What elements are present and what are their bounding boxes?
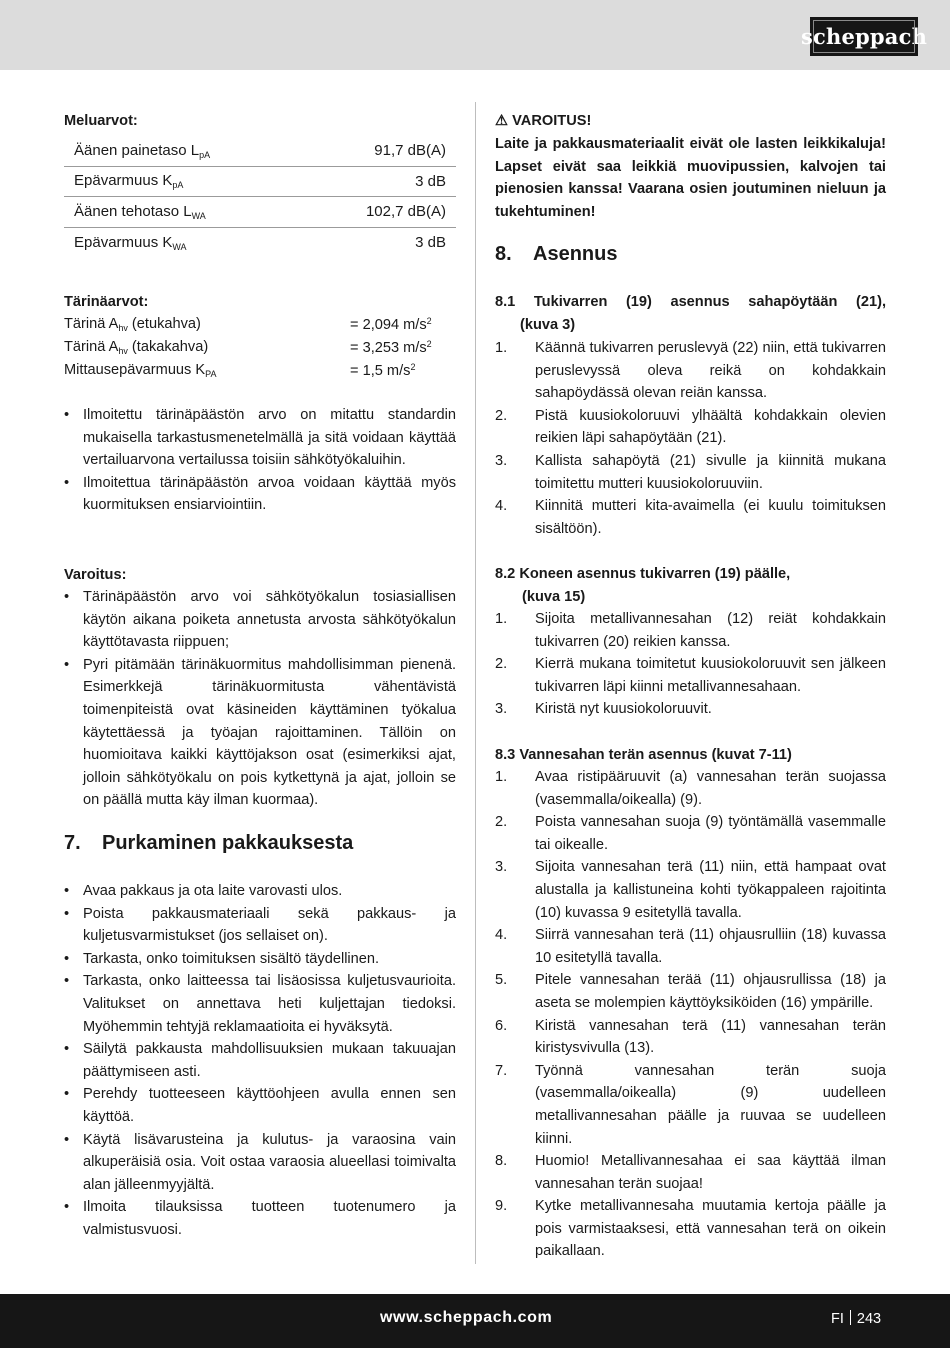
list-item [495,337,886,405]
step-number: 6. [495,1017,508,1034]
list-item: • Tarkasta, onko laitteessa tai lisäosissa kuljetusvaurioita. Valitukset on annettava heti kuljettajan tiedoksi. Myöhemmin tehtyjä reklamaatioita ei hyväksytä. [64,970,456,1038]
list-item: • Säilytä pakkausta mahdollisuuksien mukaan takuuajan päättymiseen asti. [64,1038,456,1083]
section-title-text: Asennus [533,243,618,265]
warning-list [64,586,456,812]
vibration-sup: 2 [410,361,416,372]
list-item: • Perehdy tuotteeseen käyttöohjeen avulla ennen sen käyttöä. [64,1083,456,1128]
step-number: 7. [495,1062,508,1079]
vibration-row [64,359,456,382]
noise-sub: WA [172,241,187,252]
step-text: Avaa ristipääruuvit (a) vannesahan terän suojassa (vasemmalla/oikealla) (9). [535,769,886,808]
list-item [495,856,886,924]
step-text: Pistä kuusiokoloruuvi ylhäältä kohdakkain olevien reikien läpi sahapöytään (21). [535,407,886,447]
page-number-value: 243 [856,1311,882,1327]
noise-value: 91,7 dB(A) [374,142,446,160]
step-text: Kiinnitä mutteri kita-avaimella (ei kuulu toimituksen sisältöön). [535,498,886,537]
noise-row [64,228,456,259]
step-number: 4. [495,927,508,944]
list-item [495,608,886,653]
vibration-label-suffix: (takakahva) [127,338,209,355]
list-item: • Ilmoita tilauksissa tuotteen tuotenumero ja valmistusvuosi. [64,1196,456,1241]
step-text: Kiristä vannesahan terä (11) vannesahan terän kiristysvivulla (13). [535,1017,886,1057]
separator [850,1310,851,1325]
vibration-label: Tärinä A [64,338,119,355]
vibration-heading: Tärinäarvot: [64,294,149,310]
list-item: • Ilmoitettu tärinäpäästön arvo on mitattu standardin mukaisella tarkastusmenetelmällä ja sitä voidaan käyttää vertailuarvona vertailussa toisiin sähkötyökaluihin. [64,404,456,472]
language-code: FI [831,1311,844,1327]
list-item: • Tärinäpäästön arvo voi sähkötyökalun tosiasiallisen käytön aikana poiketa annetusta arvosta sähkötyökalun käyttötavasta riippuen; [64,586,456,654]
noise-heading: Meluarvot: [64,113,138,129]
step-number: 8. [495,1153,508,1170]
list-item: • Tarkasta, onko toimituksen sisältö täydellinen. [64,948,456,971]
step-number: 1. [495,340,508,356]
vibration-row [64,313,456,336]
warning-triangle-icon: ⚠ [495,113,509,129]
page-number [831,1310,881,1327]
subsection-8-3-heading: 8.3 Vannesahan terän asennus (kuvat 7-11) [495,747,792,763]
vibration-label-suffix: (etukahva) [127,315,201,332]
noise-sub: pA [172,180,184,191]
step-number: 3. [495,859,508,876]
header-bar [0,0,950,70]
step-text: Poista vannesahan suoja (9) työntämällä vasemmalle tai oikealle. [535,814,886,853]
list-item [495,766,886,811]
list-item: • Poista pakkausmateriaali sekä pakkaus- ja kuljetusvarmistukset (jos sellaiset on). [64,903,456,948]
section-number: 7. [64,832,81,854]
list-item [495,1015,886,1060]
vibration-sub: hv [118,345,128,356]
noise-sub: WA [191,210,206,221]
vibration-label: Tärinä A [64,315,119,332]
subsection-8-2-heading: 8.2 Koneen asennus tukivarren (19) päälle, [495,566,791,582]
step-number: 2. [495,814,508,831]
list-item: • Ilmoitettua tärinäpäästön arvoa voidaan käyttää myös kuormituksen ensiarviointiin. [64,472,456,517]
noise-label: Epävarmuus K [74,233,173,251]
step-number: 4. [495,498,508,515]
noise-label: Epävarmuus K [74,172,173,190]
subsection-8-3-steps [495,766,886,1263]
list-item [495,811,886,856]
list-item [495,495,886,540]
list-item [495,1060,886,1150]
step-text: Siirrä vannesahan terä (11) ohjausrulliin (18) kuvassa 10 esitetyllä tavalla. [535,927,886,966]
noise-label: Äänen painetaso L [74,141,200,159]
step-text: Kytke metallivannesaha muutamia kertoja päälle ja pois varmistaaksesi, että vannesahan terä on oikein paikallaan. [535,1198,886,1260]
list-item [495,1195,886,1263]
noise-label: Äänen tehotaso L [74,202,192,220]
subsection-8-1-heading: 8.1 Tukivarren (19) asennus sahapöytään (21), [495,294,886,310]
noise-value: 3 dB [415,172,446,190]
list-item [495,1150,886,1195]
step-text: Käännä tukivarren peruslevyä (22) niin, että tukivarren peruslevyssä oleva reikä on kohdakkain sahapöydässä olevan reiän kanssa. [535,340,886,402]
vibration-sup: 2 [426,315,432,326]
step-number: 2. [495,656,508,673]
warning-heading: Varoitus: [64,567,127,583]
step-text: Huomio! Metallivannesahaa ei saa käyttää ilman vannesahan terän suojaa! [535,1153,886,1192]
noise-value: 3 dB [415,234,446,252]
footer-bar [0,1294,950,1348]
subsection-8-2-ref: (kuva 15) [522,589,586,605]
step-number: 9. [495,1198,508,1215]
step-text: Kallista sahapöytä (21) sivulle ja kiinnitä mukana toimitettu mutteri kuusiokoloruuviin. [535,452,886,492]
vibration-label: Mittausepävarmuus K [64,361,206,378]
step-text: Kierrä mukana toimitetut kuusiokoloruuvit sen jälkeen tukivarren läpi kiinni metallivannesahaan. [535,656,886,695]
step-number: 1. [495,611,508,627]
list-item [495,924,886,969]
noise-row [64,197,456,228]
warning-title: VAROITUS! [512,113,592,129]
section-number: 8. [495,243,512,265]
section-title-text: Purkaminen pakkauksesta [102,832,354,854]
vibration-value: = 2,094 m/s [350,316,427,333]
brand-logo: scheppach [810,17,918,56]
vibration-sub: hv [118,322,128,333]
list-item [495,405,886,450]
vibration-notes [64,404,456,517]
step-text: Pitele vannesahan terää (11) ohjausrullissa (18) ja aseta se molempien käyttöyksiköiden (16) ympärille. [535,972,886,1011]
warning-text: Laite ja pakkausmateriaalit eivät ole lasten leikkikaluja! Lapset eivät saa leikkiä muovipussien, kalvojen tai pienosien kanssa! Vaarana osien joutuminen nieluun ja tukehtuminen! [495,136,886,220]
section-8-title [495,243,617,266]
noise-table [64,136,456,258]
step-number: 2. [495,407,508,424]
column-divider [475,102,476,1264]
subsection-8-2-steps [495,608,886,721]
step-number: 1. [495,769,508,785]
vibration-value: = 1,5 m/s [350,362,411,379]
list-item: • Avaa pakkaus ja ota laite varovasti ulos. [64,880,456,903]
step-number: 3. [495,701,508,718]
noise-row [64,136,456,167]
vibration-value: = 3,253 m/s [350,339,427,356]
noise-value: 102,7 dB(A) [365,203,446,221]
section-7-title [64,832,353,855]
list-item [495,969,886,1014]
list-item [495,698,886,721]
list-item [495,653,886,698]
step-text: Sijoita vannesahan terä (11) niin, että hampaat ovat alustalla ja kallistuneina kohti työkappaleen rajoitinta (10) kuvassa 9 esitetyllä tavalla. [535,859,886,921]
step-text: Sijoita metallivannesahan (12) reiät kohdakkain tukivarren (20) reikien kanssa. [535,611,886,650]
footer-url-link[interactable]: www.scheppach.com [380,1309,553,1326]
list-item: • Käytä lisävarusteina ja kulutus- ja varaosina vain alkuperäisiä osia. Voit ostaa varaosia alueellasi toimivalta alan jälleenmyyjältä. [64,1129,456,1197]
list-item [495,450,886,495]
unpacking-list [64,880,456,1242]
step-text: Työnnä vannesahan terän suoja (vasemmalla/oikealla) (9) uudelleen metallivannesahan päälle ja ruuvaa se uudelleen kiinni. [535,1062,886,1147]
vibration-sub: PA [205,368,217,379]
subsection-8-1-steps [495,337,886,540]
vibration-sup: 2 [426,338,432,349]
list-item: • Pyri pitämään tärinäkuormitus mahdollisimman pienenä. Esimerkkejä tärinäkuormitusta vähentävistä toimenpiteistä ovat käsineiden käyttäminen työkalua käytettäessä ja työajan rajoittaminen. Tällöin on huomioitava kaikki käyttöjakson osat (esimerkiksi ajat, jolloin sähkötyökalu on pois kytkettynä ja ajat, jolloin se on päällä mutta käy ilman kuormaa). [64,654,456,812]
noise-row [64,167,456,198]
warning-box-heading [495,110,591,133]
step-text: Kiristä nyt kuusiokoloruuvit. [535,701,712,718]
noise-sub: pA [199,149,211,160]
vibration-row [64,336,456,359]
step-number: 3. [495,452,508,469]
subsection-8-1-ref: (kuva 3) [520,317,576,333]
step-number: 5. [495,972,508,989]
